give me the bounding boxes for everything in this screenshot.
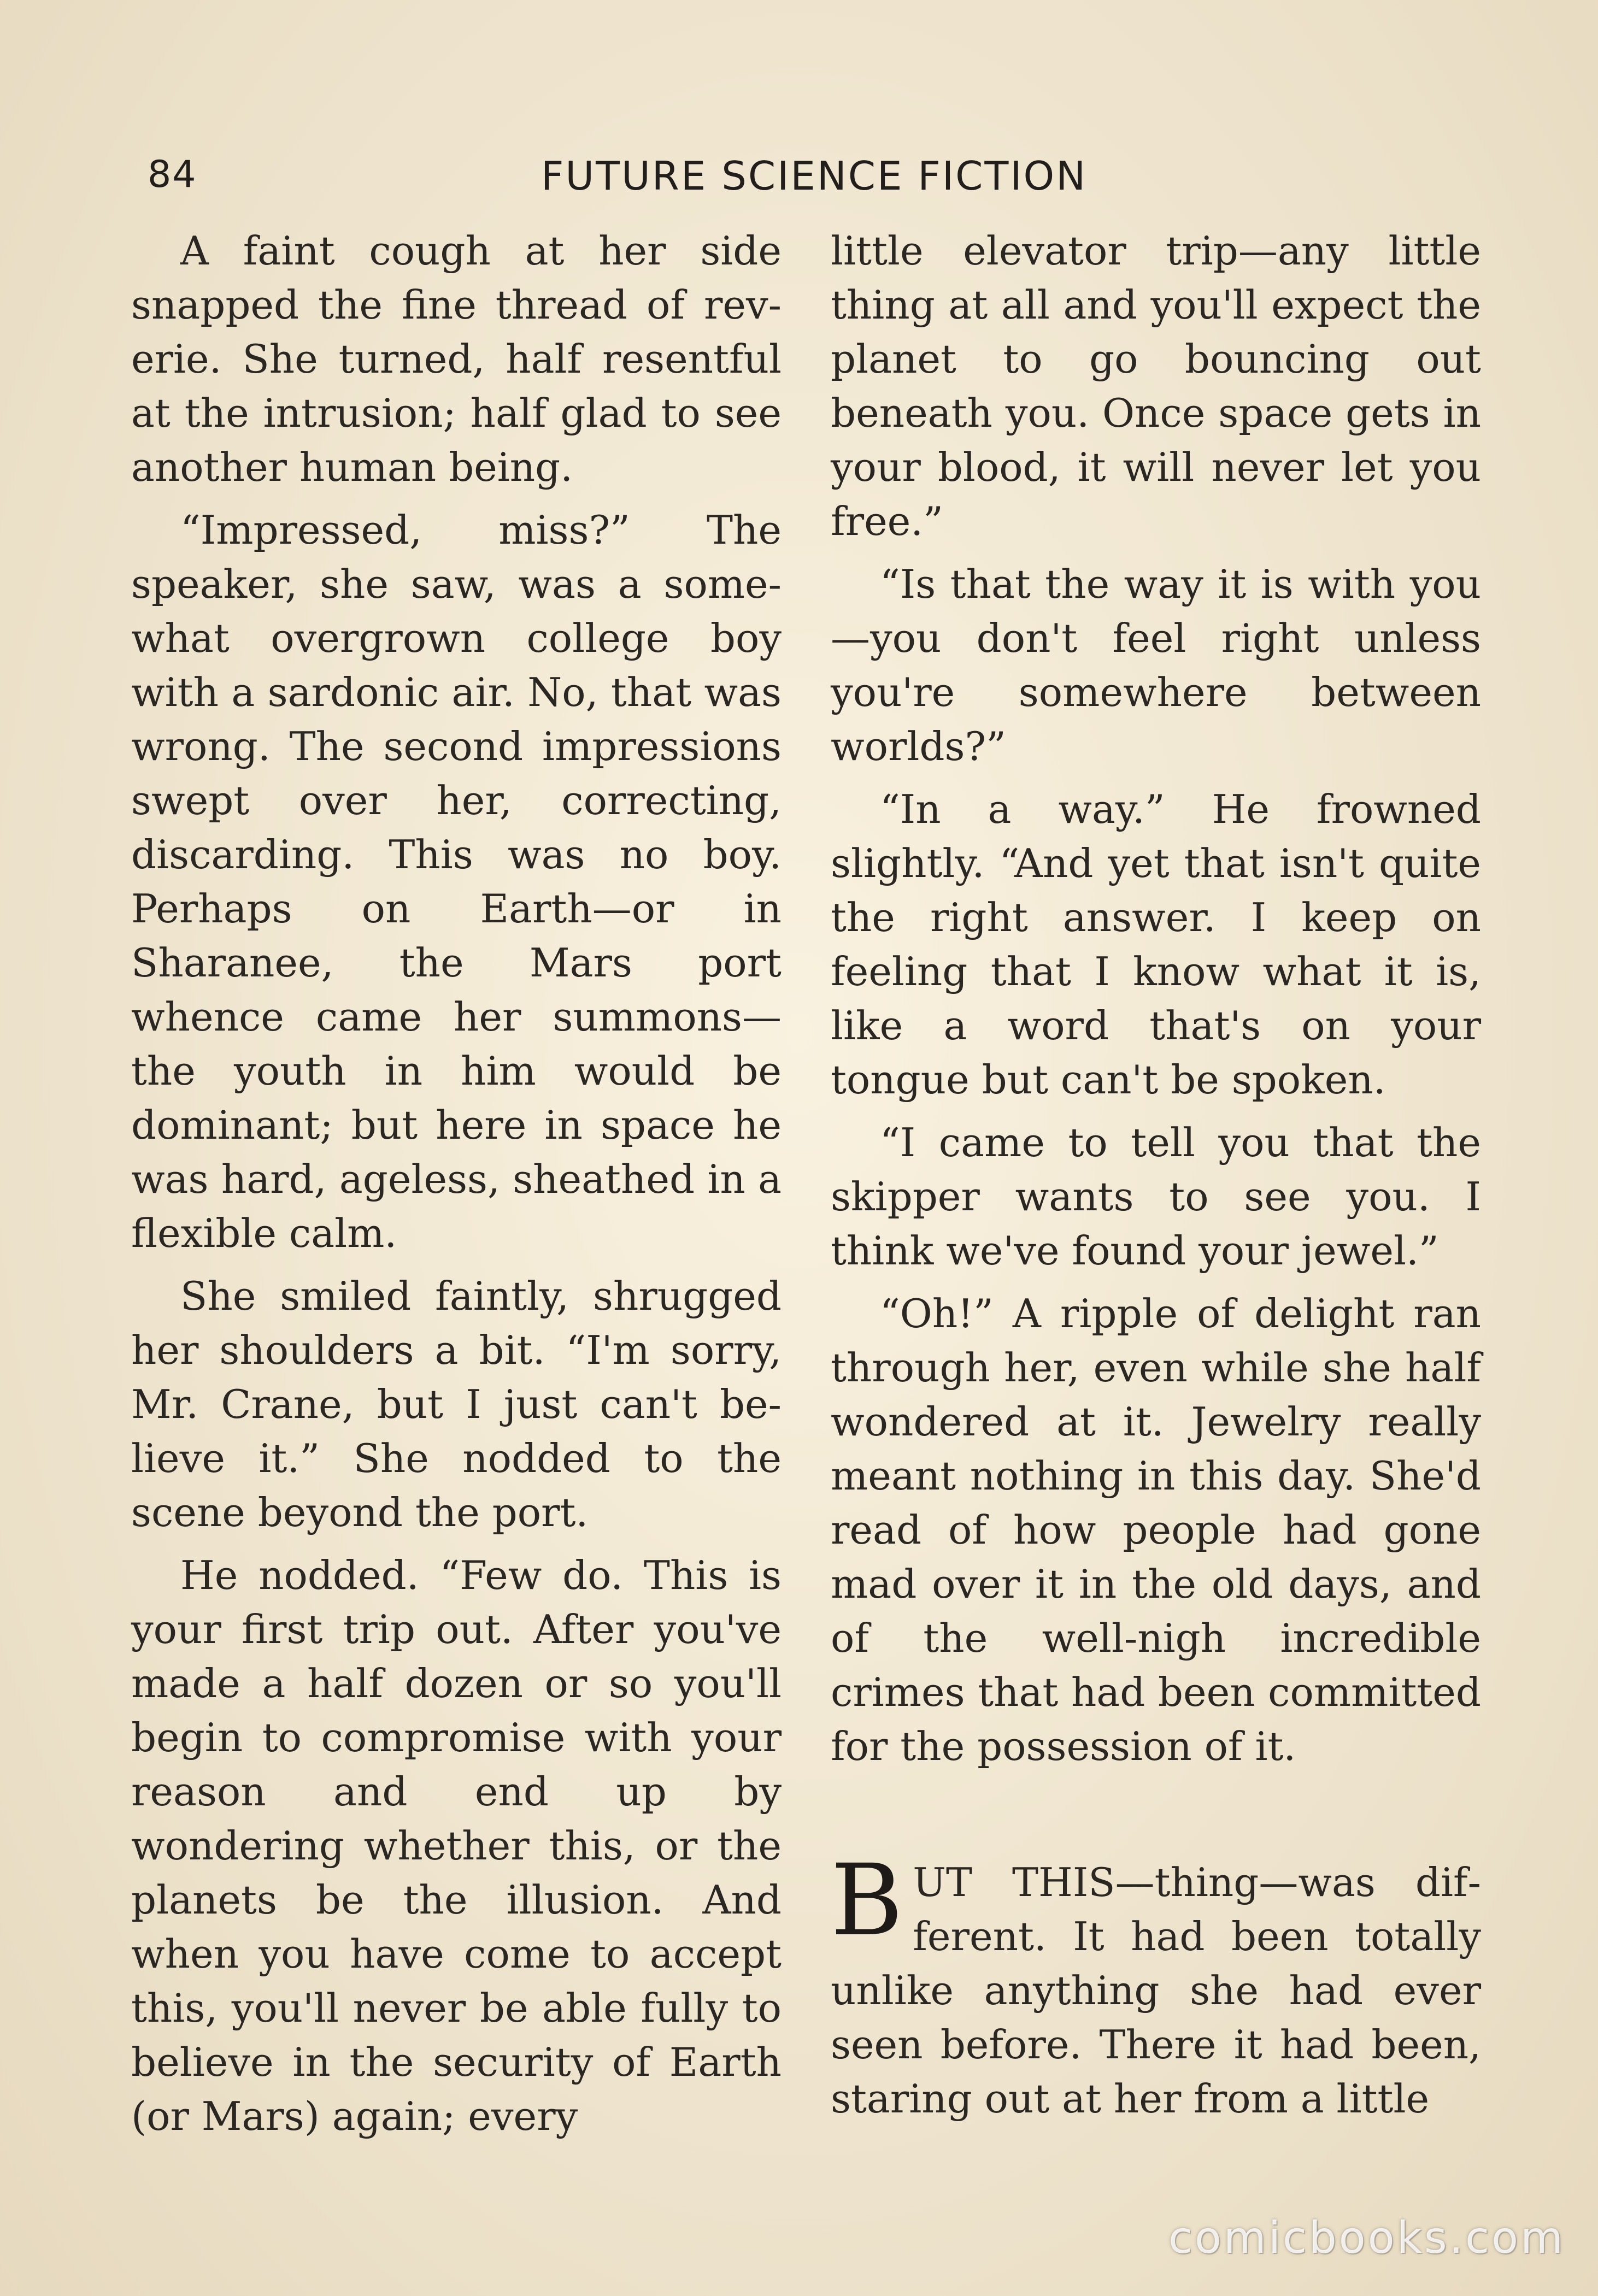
paragraph: He nodded. “Few do. This is your first trip out. After you've made a half dozen or so you'll begin to compromise with your reason and end up by wondering whether this, or the planets be the illusion. And when you have come to accept this, you'll never be able fully to believe in the security of Earth (or Mars) again; every: [131, 1552, 782, 2139]
watermark: comicbooks.com: [1168, 2212, 1565, 2263]
page-number: 84: [148, 153, 197, 196]
paragraph: “Impressed, miss?” The speaker, she saw, was a somewhat overgrown college boy with a sardonic air. No, that was wrong. The second impressions swept over her, correcting, discarding. This was no boy. Perhaps on Earth—or in Sharanee, the Mars port whence came her summons—the youth in him would be dominant; but here in space he was hard, ageless, sheathed in a flexible calm.: [131, 507, 782, 1256]
paragraph: “I came to tell you that the skipper wants to see you. I think we've found your jewel.”: [831, 1120, 1481, 1274]
paragraph: little elevator trip—any little thing at all and you'll expect the planet to go bouncing out beneath you. Once space gets in your blood, it will never let you free.”: [831, 228, 1481, 544]
paragraph: “In a way.” He frowned slightly. “And yet that isn't quite the right answer. I keep on feeling that I know what it is, like a word that's on your tongue but can't be spoken.: [831, 786, 1481, 1103]
right-column: [831, 224, 1481, 2135]
drop-cap: B: [831, 1844, 903, 1958]
section-text: UT THIS—thing—was different. It had been totally unlike anything she had ever seen before. There it had been, staring out at her from a little: [831, 1859, 1481, 2122]
paragraph: “Is that the way it is with you—you don't feel right unless you're somewhere between worlds?”: [831, 561, 1481, 769]
paragraph: She smiled faintly, shrugged her shoulders a bit. “I'm sorry, Mr. Crane, but I just can't believe it.” She nodded to the scene beyond the port.: [131, 1273, 782, 1535]
paragraph: “Oh!” A ripple of delight ran through her, even while she half wondered at it. Jewelry really meant nothing in this day. She'd read of how people had gone mad over it in the old days, and of the well-nigh incredible crimes that had been committed for the possession of it.: [831, 1291, 1481, 1769]
section-paragraph: [831, 1844, 1481, 2126]
paragraph: A faint cough at her side snapped the fine thread of reverie. She turned, half resentful at the intrusion; half glad to see another human being.: [131, 228, 782, 490]
left-column: [131, 224, 782, 2152]
running-head: [148, 153, 1445, 208]
magazine-title: FUTURE SCIENCE FICTION: [541, 153, 1088, 199]
